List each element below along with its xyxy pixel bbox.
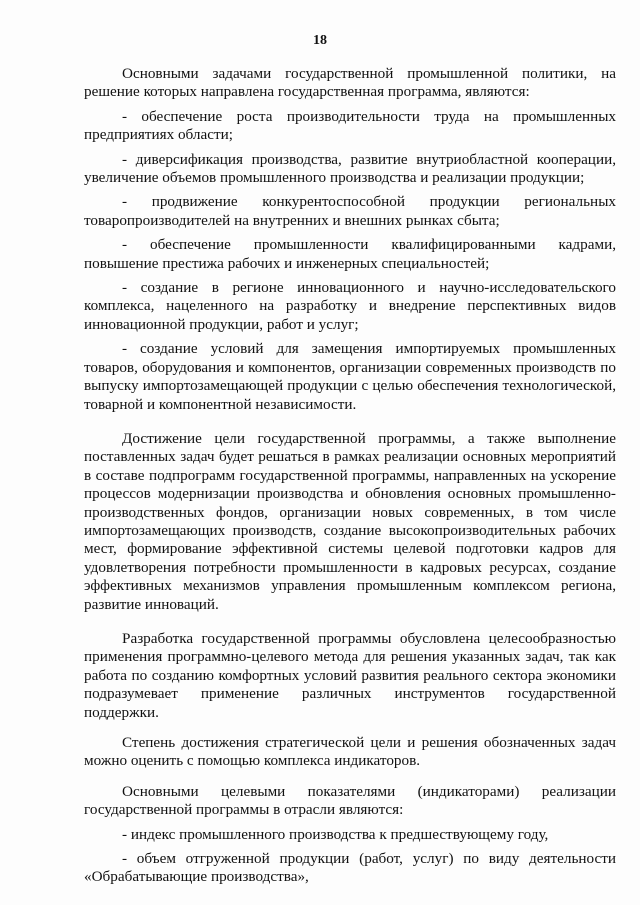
list-item-import-substitution: - создание условий для замещения импортируемых промышленных товаров, оборудования и компонентов, организации современных производств по выпуску импортозамещающей продукции с целью обеспечения технологической, товарной и компонентной независимости. — [84, 340, 616, 413]
paragraph-intro: Основными задачами государственной промышленной политики, на решение которых направлена государственная программа, являются: — [84, 65, 616, 101]
document-body — [84, 65, 616, 887]
list-item-promotion: - продвижение конкурентоспособной продукции региональных товаропроизводителей на внутренних и внешних рынках сбыта; — [84, 193, 616, 229]
list-item-shipped-volume: - объем отгруженной продукции (работ, услуг) по виду деятельности «Обрабатывающие производства», — [84, 850, 616, 886]
list-item-innovation-complex: - создание в регионе инновационного и научно-исследовательского комплекса, нацеленного на разработку и внедрение перспективных видов инновационной продукции, работ и услуг; — [84, 279, 616, 333]
page-number: 18 — [313, 33, 327, 48]
paragraph-indicators: Степень достижения стратегической цели и решения обозначенных задач можно оценить с помощью комплекса индикаторов. — [84, 734, 616, 770]
list-item-diversification: - диверсификация производства, развитие внутриобластной кооперации, увеличение объемов промышленного производства и реализации продукции; — [84, 150, 616, 187]
list-item-personnel: - обеспечение промышленности квалифицированными кадрами, повышение престижа рабочих и инженерных специальностей; — [84, 236, 616, 272]
paragraph-program-development: Разработка государственной программы обусловлена целесообразностью применения программно-целевого метода для решения указанных задач, так как работа по созданию комфортных условий развития реального сектора экономики подразумевает применение различных инструментов государственной поддержки. — [84, 629, 616, 721]
paragraph-goal-achievement: Достижение цели государственной программы, а также выполнение поставленных задач будет решаться в рамках реализации основных мероприятий в составе подпрограмм государственной программы, направленных на ускорение процессов модернизации производства и обновления основных промышленно-производственных фондов, организации новых современных, в том числе импортозамещающих производств, создание высокопроизводительных рабочих мест, формирование эффективной системы целевой подготовки кадров для удовлетворения потребности промышленности в кадровых ресурсах, создание эффективных механизмов управления промышленным комплексом региона, развитие инноваций. — [84, 429, 616, 613]
list-item-industrial-index: - индекс промышленного производства к предшествующему году, — [122, 825, 549, 843]
list-item-productivity: - обеспечение роста производительности труда на промышленных предприятиях области; — [84, 107, 616, 144]
paragraph-main-indicators: Основными целевыми показателями (индикаторами) реализации государственной программы в отрасли являются: — [84, 782, 616, 819]
